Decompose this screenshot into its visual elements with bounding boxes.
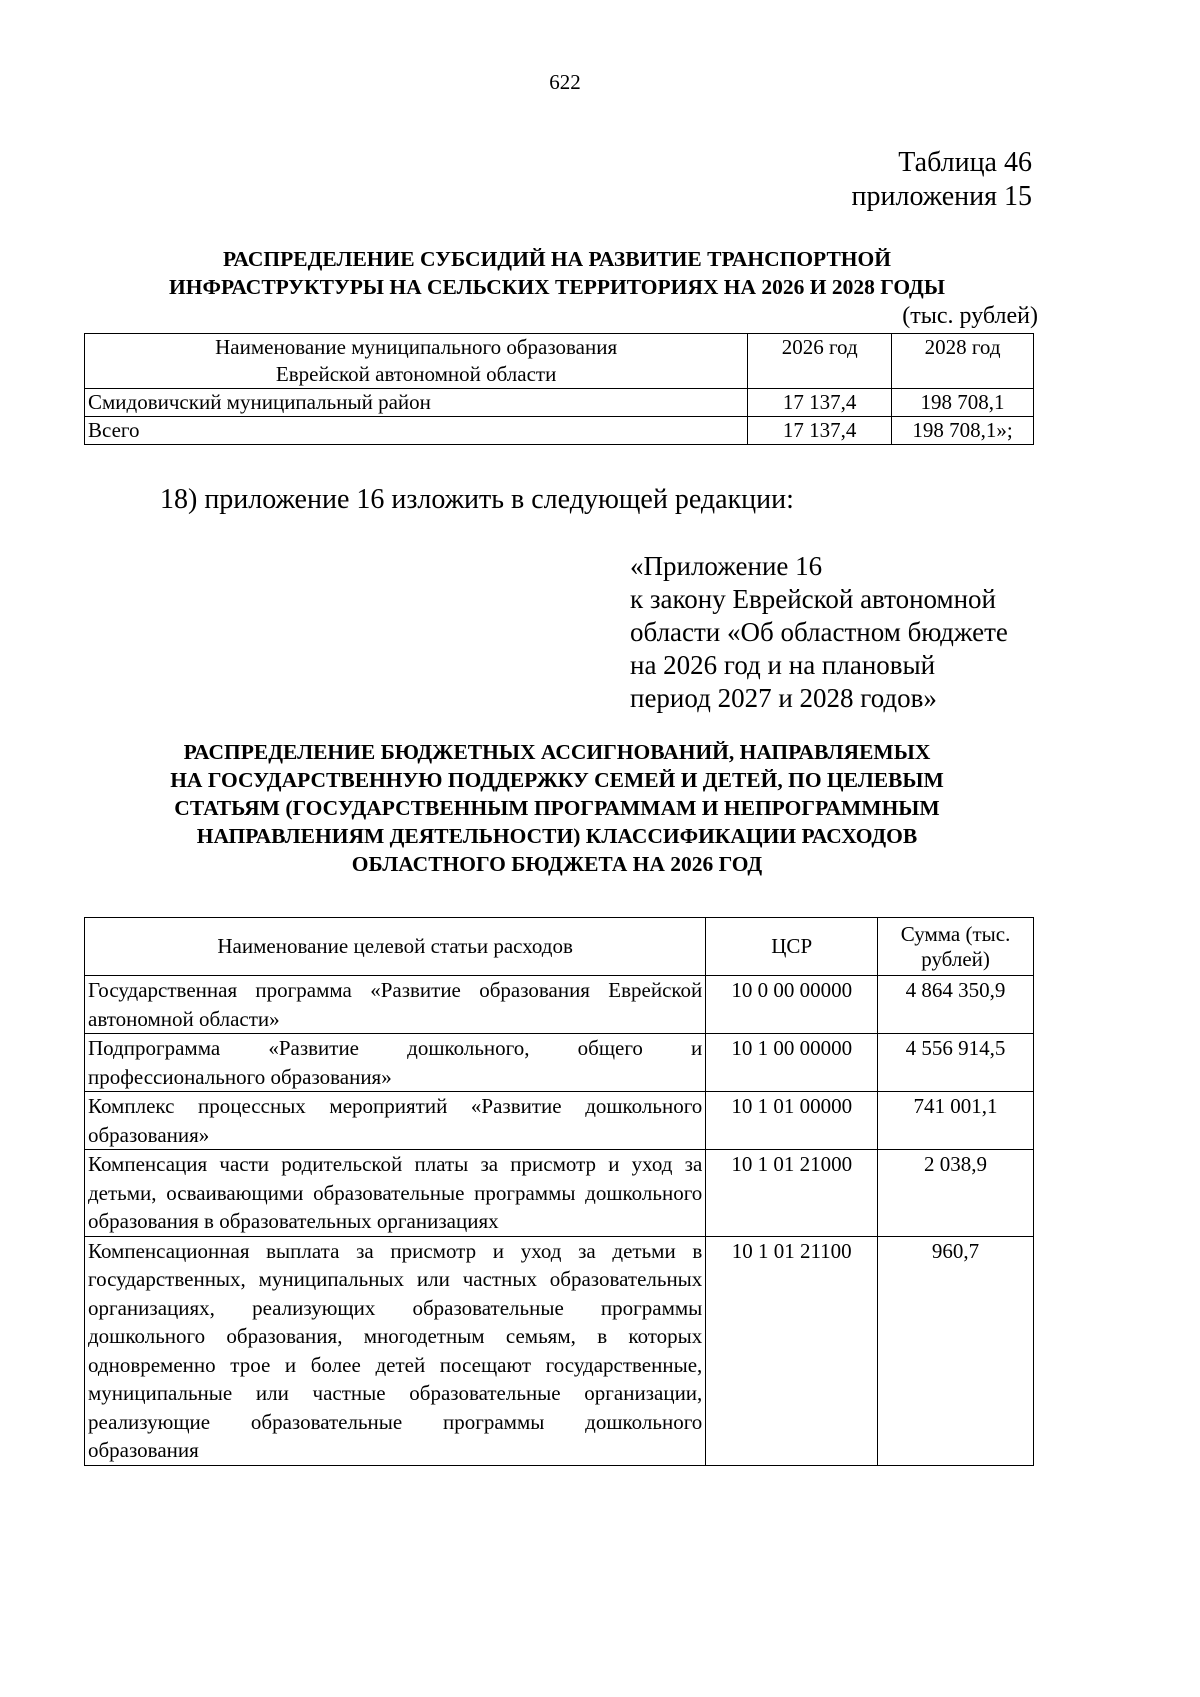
expense-name: Компенсация части родительской платы за присмотр и уход за детьми, осваивающими образовательные программы дошкольного образования в образовательных организациях	[85, 1150, 706, 1237]
table-row	[85, 1034, 1034, 1092]
csr-code: 10 1 01 21100	[706, 1236, 878, 1465]
value-2026: 17 137,4	[748, 417, 892, 445]
appendix-16-header	[630, 550, 1034, 715]
sum-value: 960,7	[878, 1236, 1034, 1465]
table-header-row	[85, 918, 1034, 976]
paragraph-18: 18) приложение 16 изложить в следующей редакции:	[160, 484, 794, 515]
csr-code: 10 1 01 00000	[706, 1092, 878, 1150]
sum-value: 4 556 914,5	[878, 1034, 1034, 1092]
municipality-name: Всего	[85, 417, 748, 445]
units-note: (тыс. рублей)	[902, 303, 1038, 329]
table-row	[85, 976, 1034, 1034]
appendix-line: к закону Еврейской автономной	[630, 584, 996, 614]
expense-name: Компенсационная выплата за присмотр и уход за детьми в государственных, муниципальных или частных образовательных организациях, реализующих образовательные программы дошкольного образования, многодетным семьям, в которых одновременно трое и более детей посещают государственные, муниципальные или частные образовательные организации, реализующие образовательные программы дошкольного образования	[85, 1236, 706, 1465]
header-municipality	[85, 334, 748, 389]
table-row	[85, 1236, 1034, 1465]
table-46-appendix-ref: приложения 15	[851, 181, 1032, 212]
value-2026: 17 137,4	[748, 389, 892, 417]
csr-code: 10 1 00 00000	[706, 1034, 878, 1092]
appendix-line: области «Об областном бюджете	[630, 617, 1008, 647]
value-2028: 198 708,1»;	[892, 417, 1034, 445]
table-46-title	[84, 245, 1030, 301]
sum-value: 741 001,1	[878, 1092, 1034, 1150]
appendix-line: период 2027 и 2028 годов»	[630, 683, 937, 713]
table-header-row	[85, 334, 1034, 389]
expense-name: Подпрограмма «Развитие дошкольного, общего и профессионального образования»	[85, 1034, 706, 1092]
value-2028: 198 708,1	[892, 389, 1034, 417]
title-line: ИНФРАСТРУКТУРЫ НА СЕЛЬСКИХ ТЕРРИТОРИЯХ НА 2026 И 2028 ГОДЫ	[169, 275, 945, 299]
table-row	[85, 1150, 1034, 1237]
title-line: СТАТЬЯМ (ГОСУДАРСТВЕННЫМ ПРОГРАММАМ И НЕПРОГРАММНЫМ	[174, 796, 940, 820]
appendix-line: на 2026 год и на плановый	[630, 650, 936, 680]
header-expense-name: Наименование целевой статьи расходов	[85, 918, 706, 976]
title-line: РАСПРЕДЕЛЕНИЕ БЮДЖЕТНЫХ АССИГНОВАНИЙ, НАПРАВЛЯЕМЫХ	[183, 740, 931, 764]
page-number: 622	[549, 70, 581, 94]
sum-value: 2 038,9	[878, 1150, 1034, 1237]
header-line: Наименование муниципального образования	[215, 335, 618, 359]
csr-code: 10 0 00 00000	[706, 976, 878, 1034]
table-row	[85, 389, 1034, 417]
subsidy-table	[84, 333, 1034, 445]
title-line: РАСПРЕДЕЛЕНИЕ СУБСИДИЙ НА РАЗВИТИЕ ТРАНСПОРТНОЙ	[223, 247, 891, 271]
title-line: НАПРАВЛЕНИЯМ ДЕЯТЕЛЬНОСТИ) КЛАССИФИКАЦИИ РАСХОДОВ	[196, 824, 918, 848]
header-2028: 2028 год	[892, 334, 1034, 389]
table-16-title	[84, 738, 1030, 878]
header-2026: 2026 год	[748, 334, 892, 389]
table-46-label: Таблица 46	[898, 147, 1032, 178]
title-line: ОБЛАСТНОГО БЮДЖЕТА НА 2026 ГОД	[351, 852, 763, 876]
allocation-table	[84, 917, 1034, 1466]
header-line: Еврейской автономной области	[275, 362, 557, 386]
table-row	[85, 1092, 1034, 1150]
header-sum: Сумма (тыс. рублей)	[878, 918, 1034, 976]
csr-code: 10 1 01 21000	[706, 1150, 878, 1237]
header-csr: ЦСР	[706, 918, 878, 976]
expense-name: Государственная программа «Развитие образования Еврейской автономной области»	[85, 976, 706, 1034]
table-row-total	[85, 417, 1034, 445]
sum-value: 4 864 350,9	[878, 976, 1034, 1034]
appendix-line: «Приложение 16	[630, 551, 823, 581]
municipality-name: Смидовичский муниципальный район	[85, 389, 748, 417]
expense-name: Комплекс процессных мероприятий «Развитие дошкольного образования»	[85, 1092, 706, 1150]
title-line: НА ГОСУДАРСТВЕННУЮ ПОДДЕРЖКУ СЕМЕЙ И ДЕТЕЙ, ПО ЦЕЛЕВЫМ	[170, 768, 944, 792]
